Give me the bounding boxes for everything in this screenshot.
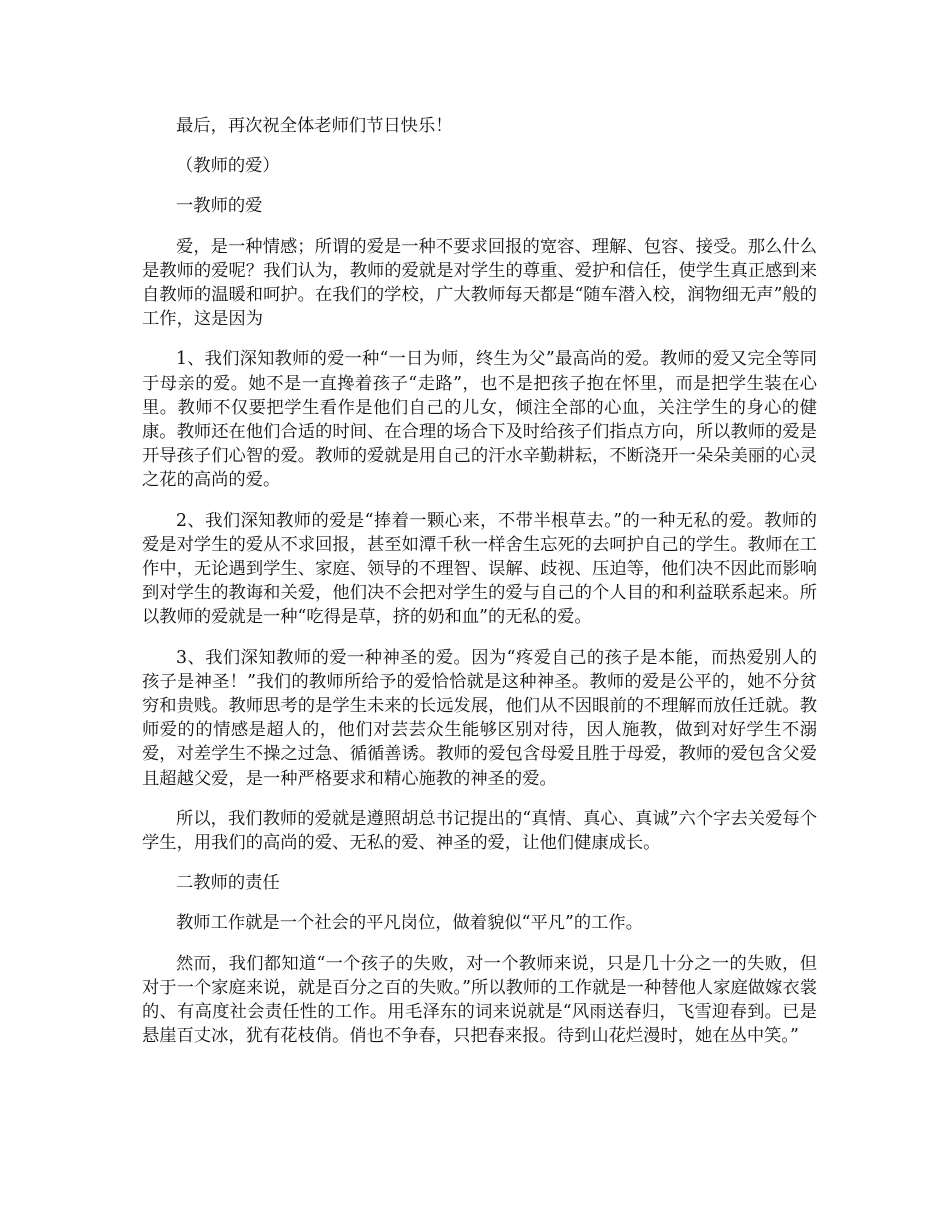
paragraph-love-definition: 爱，是一种情感；所谓的爱是一种不要求回报的宽容、理解、包容、接受。那么什么是教师的爱呢？我们认为，教师的爱就是对学生的尊重、爱护和信任，使学生真正感到来自教师的温暖和呵护。在我们的学校，广大教师每天都是“随车潜入校，润物细无声”般的工作，这是因为 — [142, 236, 817, 330]
paragraph-point-3: 3、我们深知教师的爱一种神圣的爱。因为“疼爱自己的孩子是本能，而热爱别人的孩子是神圣！”我们的教师所给予的爱恰恰就是这种神圣。教师的爱是公平的，她不分贫穷和贵贱。教师思考的是学生未来的长远发展，他们从不因眼前的不理解而放任迁就。教师爱的的情感是超人的，他们对芸芸众生能够区别对待，因人施教，做到对好学生不溺爱，对差学生不操之过急、循循善诱。教师的爱包含母爱且胜于母爱，教师的爱包含父爱且超越父爱，是一种严格要求和精心施教的神圣的爱。 — [142, 647, 817, 789]
paragraph-point-2: 2、我们深知教师的爱是“捧着一颗心来，不带半根草去。”的一种无私的爱。教师的爱是对学生的爱从不求回报，甚至如潭千秋一样舍生忘死的去呵护自己的学生。教师在工作中，无论遇到学生、家庭、领导的不理智、误解、歧视、压迫等，他们决不因此而影响到对学生的教诲和关爱，他们决不会把对学生的爱与自己的个人目的和利益联系起来。所以教师的爱就是一种“吃得是草，挤的奶和血”的无私的爱。 — [142, 510, 817, 628]
closing-greeting: 最后，再次祝全体老师们节日快乐！ — [176, 116, 453, 136]
paragraph-point-1: 1、我们深知教师的爱一种“一日为师，终生为父”最高尚的爱。教师的爱又完全等同于母亲的爱。她不是一直搀着孩子“走路”，也不是把孩子抱在怀里，而是把学生装在心里。教师不仅要把学生看作是他们自己的儿女，倾注全部的心血，关注学生的身心的健康。教师还在他们合适的时间、在合理的场合下及时给孩子们指点方向，所以教师的爱是开导孩子们心智的爱。教师的爱就是用自己的汗水辛勤耕耘，不断浇开一朵朵美丽的心灵之花的高尚的爱。 — [142, 349, 817, 491]
paragraph-summary: 所以，我们教师的爱就是遵照胡总书记提出的“真情、真心、真诚”六个字去关爱每个学生，用我们的高尚的爱、无私的爱、神圣的爱，让他们健康成长。 — [142, 808, 817, 854]
heading-teacher-responsibility: 二教师的责任 — [176, 873, 280, 894]
paragraph-ordinary-work: 教师工作就是一个社会的平凡岗位，做着貌似“平凡”的工作。 — [176, 913, 643, 934]
paragraph-responsibility: 然而，我们都知道“一个孩子的失败，对一个教师来说，只是几十分之一的失败，但对于一个家庭来说，就是百分之百的失败。”所以教师的工作就是一种替他人家庭做嫁衣裳的、有高度社会责任性的工作。用毛泽东的词来说就是“风雨送春归，飞雪迎春到。已是悬崖百丈冰，犹有花枝俏。俏也不争春，只把春来报。待到山花烂漫时，她在丛中笑。” — [142, 953, 817, 1047]
heading-teacher-love: 一教师的爱 — [176, 196, 263, 217]
section-title: （教师的爱） — [176, 156, 280, 177]
document-page — [142, 0, 817, 1065]
